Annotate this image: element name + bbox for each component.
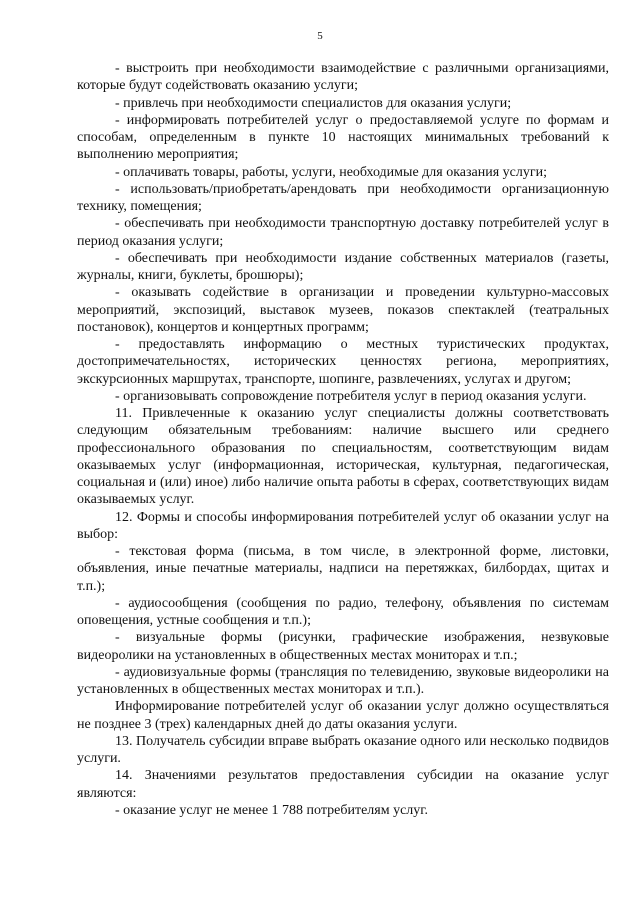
paragraph: - организовывать сопровождение потребителя услуг в период оказания услуги.	[115, 388, 587, 404]
paragraph: - информировать потребителей услуг о предоставляемой услуге по формам и способам, определенным в пункте 10 настоящих минимальных требований к выполнению мероприятия;	[77, 112, 609, 163]
paragraph: 13. Получатель субсидии вправе выбрать оказание одного или несколько подвидов услуги.	[77, 733, 609, 766]
document-body	[77, 60, 609, 819]
paragraph: 11. Привлеченные к оказанию услуг специалисты должны соответствовать следующим обязательным требованиям: наличие высшего или среднего профессионального образования по специальностям, соответствующим видам оказываемых услуг (информационная, историческая, культурная, педагогическая, социальная и (или) иное) либо наличие опыта работы в сферах, соответствующих видам оказываемых услуг.	[77, 406, 609, 508]
paragraph: - выстроить при необходимости взаимодействие с различными организациями, которые будут содействовать оказанию услуги;	[77, 61, 609, 94]
paragraph: 14. Значениями результатов предоставления субсидии на оказание услуг являются:	[77, 768, 609, 801]
paragraph: - оказание услуг не менее 1 788 потребителям услуг.	[115, 802, 428, 818]
paragraph: - привлечь при необходимости специалистов для оказания услуги;	[115, 95, 512, 111]
paragraph: - аудиосообщения (сообщения по радио, телефону, объявления по системам оповещения, устные сообщения и т.п.);	[77, 595, 609, 628]
paragraph: - предоставлять информацию о местных туристических продуктах, достопримечательностях, исторических ценностях региона, мероприятиях, экскурсионных маршрутах, транспорте, шопинге, развлечениях, услугах и другом;	[77, 337, 609, 387]
paragraph: - обеспечивать при необходимости издание собственных материалов (газеты, журналы, книги, буклеты, брошюры);	[77, 250, 609, 283]
paragraph: - обеспечивать при необходимости транспортную доставку потребителей услуг в период оказания услуги;	[77, 216, 609, 249]
paragraph: - оказывать содействие в организации и проведении культурно-массовых мероприятий, экспозиций, выставок музеев, показов спектаклей (театральных постановок), концертов и концертных программ;	[77, 285, 609, 335]
paragraph: - оплачивать товары, работы, услуги, необходимые для оказания услуги;	[115, 164, 547, 180]
paragraph: - использовать/приобретать/арендовать при необходимости организационную технику, помещения;	[77, 181, 609, 214]
page-number: 5	[317, 30, 323, 42]
paragraph: - визуальные формы (рисунки, графические изображения, незвуковые видеоролики на установленных в общественных местах мониторах и т.п.;	[77, 630, 609, 663]
paragraph: - аудиовизуальные формы (трансляция по телевидению, звуковые видеоролики на установленных в общественных местах мониторах и т.п.).	[77, 664, 609, 697]
paragraph: - текстовая форма (письма, в том числе, в электронной форме, листовки, объявления, иные печатные материалы, надписи на перетяжках, билбордах, щитах и т.п.);	[77, 544, 609, 594]
paragraph: Информирование потребителей услуг об оказании услуг должно осуществляться не позднее 3 (трех) календарных дней до даты оказания услуги.	[77, 699, 609, 732]
paragraph: 12. Формы и способы информирования потребителей услуг об оказании услуг на выбор:	[77, 509, 609, 542]
